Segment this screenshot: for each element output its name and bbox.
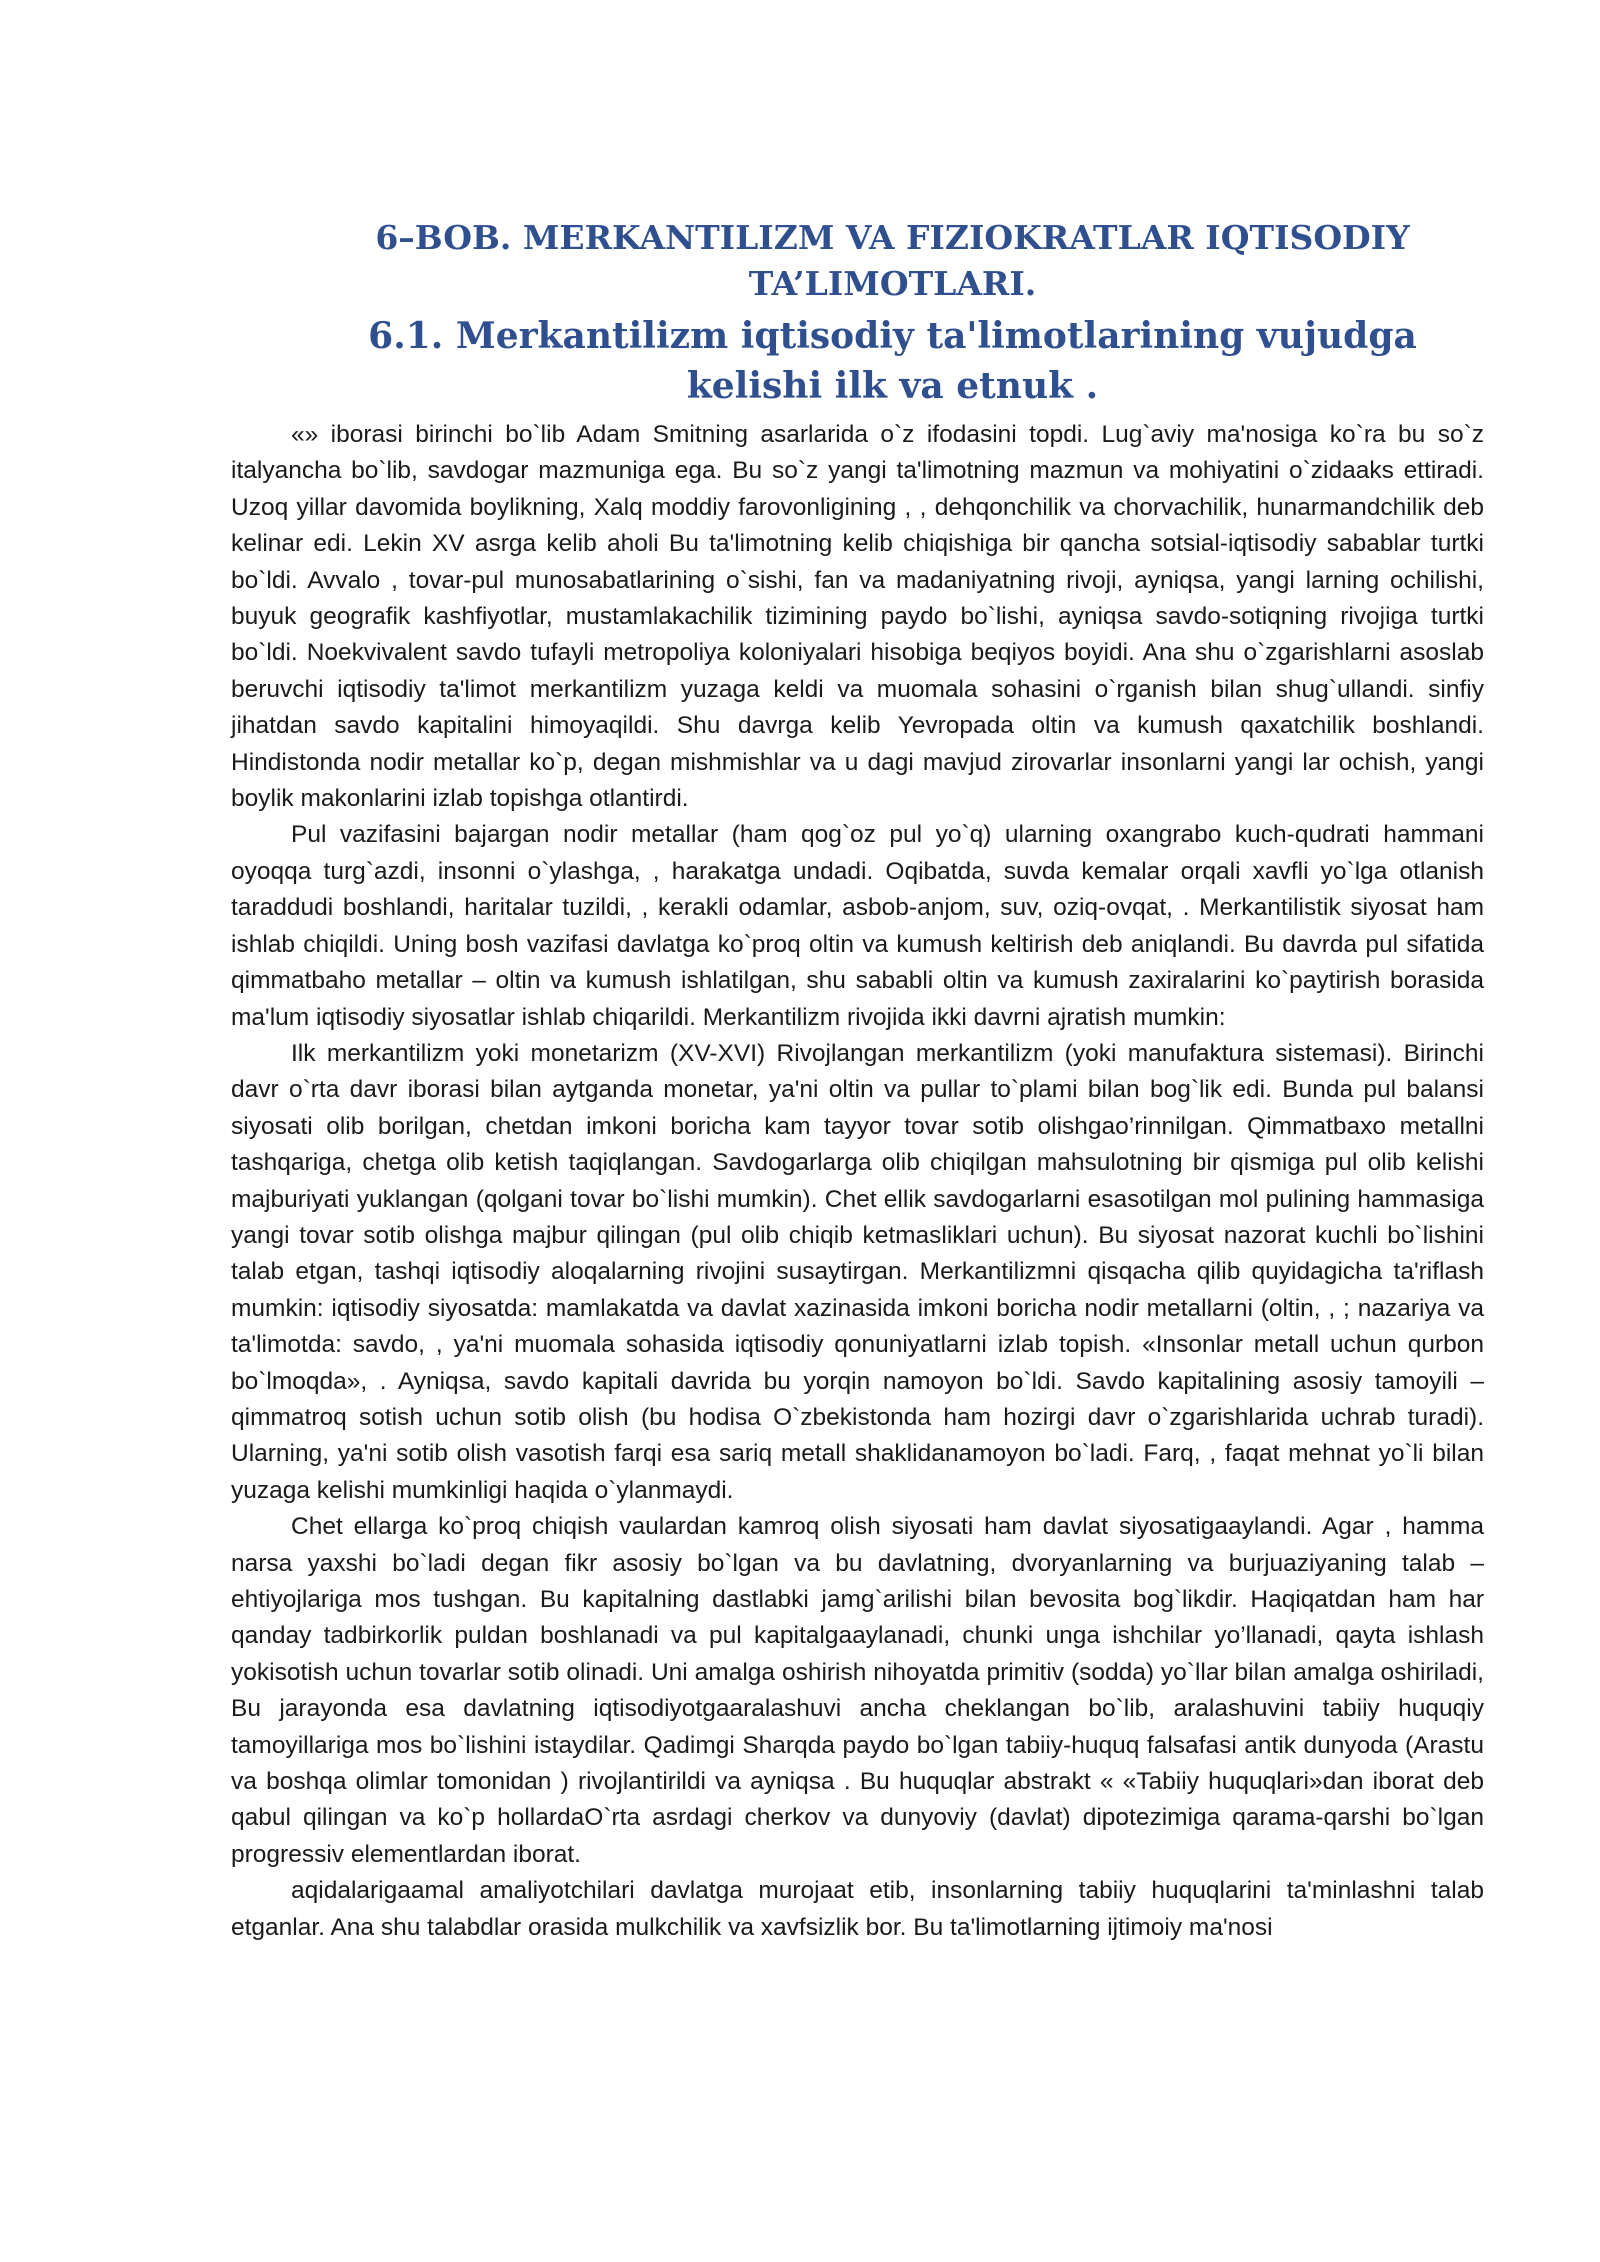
body-text — [231, 417, 1484, 1946]
chapter-title: 6–BOB. MERKANTILIZM VA FIZIOKRATLAR IQTISODIY TA’LIMOTLARI. — [375, 218, 1410, 303]
paragraph: aqidalarigaamal amaliyotchilari davlatga murojaat etib, insonlarning tabiiy huquqlarini ta'minlashni talab etganlar. Ana shu talabdlar orasida mulkchilik va xavfsizlik bor. Bu ta'limotlarning ijtimoiy ma'nosi — [231, 1877, 1484, 1941]
paragraph: Chet ellarga ko`proq chiqish vaulardan kamroq olish siyosati ham davlat siyosatigaaylandi. Agar , hamma narsa yaxshi bo`ladi degan fikr asosiy bo`lgan va bu davlatning, dvoryanlarning va burjuaziyaning talab – ehtiyojlariga mos tushgan. Bu kapitalning dastlabki jamg`arilishi bilan bevosita bog`likdir. Haqiqatdan ham har qanday tadbirkorlik puldan boshlanadi va pul kapitalgaaylanadi, chunki unga ishchilar yo’llanadi, qayta ishlash yokisotish uchun tovarlar sotib olinadi. Uni amalga oshirish nihoyatda primitiv (sodda) yo`llar bilan amalga oshiriladi, Bu jarayonda esa davlatning iqtisodiyotgaaralashuvi ancha cheklangan bo`lib, aralashuvini tabiiy huquqiy tamoyillariga mos bo`lishini istaydilar. Qadimgi Sharqda paydo bo`lgan tabiiy-huquq falsafasi antik dunyoda (Arastu va boshqa olimlar tomonidan ) rivojlantirildi va ayniqsa . Bu huquqlar abstrakt « «Tabiiy huquqlari»dan iborat deb qabul qilingan va ko`p hollardaO`rta asrdagi cherkov va dunyoviy (davlat) dipotezimiga qarama-qarshi bo`lgan progressiv elementlardan iborat. — [231, 1513, 1484, 1868]
paragraph: Ilk merkantilizm yoki monetarizm (XV-XVI) Rivojlangan merkantilizm (yoki manufaktura sistemasi). Birinchi davr o`rta davr iborasi bilan aytganda monetar, ya'ni oltin va pullar to`plami bilan bog`lik edi. Bunda pul balansi siyosati olib borilgan, chetdan imkoni boricha kam tayyor tovar sotib olishgao’rinnilgan. Qimmatbaxo metallni tashqariga, chetga olib ketish taqiqlangan. Savdogarlarga olib chiqilgan mahsulotning bir qismiga pul olib kelishi majburiyati yuklangan (qolgani tovar bo`lishi mumkin). Chet ellik savdogarlarni esasotilgan mol pulining hammasiga yangi tovar sotib olishga majbur qilingan (pul olib chiqib ketmasliklari uchun). Bu siyosat nazorat kuchli bo`lishini talab etgan, tashqi iqtisodiy aloqalarning rivojini susaytirgan. Merkantilizmni qisqacha qilib quyidagicha ta'riflash mumkin: iqtisodiy siyosatda: mamlakatda va davlat xazinasida imkoni boricha nodir metallarni (oltin, , ; nazariya va ta'limotda: savdo, , ya'ni muomala sohasida iqtisodiy qonuniyatlarni izlab topish. «Insonlar metall uchun qurbon bo`lmoqda», . Ayniqsa, savdo kapitali davrida bu yorqin namoyon bo`ldi. Savdo kapitalining asosiy tamoyili – qimmatroq sotish uchun sotib olish (bu hodisa O`zbekistonda ham hozirgi davr o`zgarishlarida uchrab turadi). Ularning, ya'ni sotib olish vasotish farqi esa sariq metall shaklidanamoyon bo`ladi. Farq, , faqat mehnat yo`li bilan yuzaga kelishi mumkinligi haqida o`ylanmaydi. — [231, 1039, 1484, 1504]
paragraph: «» iborasi birinchi bo`lib Adam Smitning asarlarida o`z ifodasini topdi. Lug`aviy ma'nosiga ko`ra bu so`z italyancha bo`lib, savdogar mazmuniga ega. Bu so`z yangi ta'limotning mazmun va mohiyatini o`zidaaks ettiradi. Uzoq yillar davomida boylikning, Xalq moddiy farovonligining , , dehqonchilik va chorvachilik, hunarmandchilik deb kelinar edi. Lekin XV asrga kelib aholi Bu ta'limotning kelib chiqishiga bir qancha sotsial-iqtisodiy sabablar turtki bo`ldi. Avvalo , tovar-pul munosabatlarining o`sishi, fan va madaniyatning rivoji, ayniqsa, yangi larning ochilishi, buyuk geografik kashfiyotlar, mustamlakachilik tizimining paydo bo`lishi, ayniqsa savdo-sotiqning rivojiga turtki bo`ldi. Noekvivalent savdo tufayli metropoliya koloniyalari hisobiga beqiyos boyidi. Ana shu o`zgarishlarni asoslab beruvchi iqtisodiy ta'limot merkantilizm yuzaga keldi va muomala sohasini o`rganish bilan shug`ullandi. sinfiy jihatdan savdo kapitalini himoyaqildi. Shu davrga kelib Yevropada oltin va kumush qaxatchilik boshlandi. Hindistonda nodir metallar ko`p, degan mishmishlar va u dagi mavjud zirovarlar insonlarni yangi lar ochish, yangi boylik makonlarini izlab topishga otlantirdi. — [231, 421, 1484, 813]
section-title: 6.1. Merkantilizm iqtisodiy ta'limotlarining vujudga kelishi ilk va etnuk . — [368, 315, 1417, 407]
paragraph: Pul vazifasini bajargan nodir metallar (ham qog`oz pul yo`q) ularning oxangrabo kuch-qudrati hammani oyoqqa turg`azdi, insonni o`ylashga, , harakatga undadi. Oqibatda, suvda kemalar orqali xavfli yo`lga otlanish taraddudi boshlandi, haritalar tuzildi, , kerakli odamlar, asbob-anjom, suv, oziq-ovqat, . Merkantilistik siyosat ham ishlab chiqildi. Uning bosh vazifasi davlatga ko`proq oltin va kumush keltirish deb aniqlandi. Bu davrda pul sifatida qimmatbaho metallar – oltin va kumush ishlatilgan, shu sababli oltin va kumush zaxiralarini ko`paytirish borasida ma'lum iqtisodiy siyosatlar ishlab chiqarildi. Merkantilizm rivojida ikki davrni ajratish mumkin: — [231, 821, 1484, 1031]
document-page — [231, 215, 1484, 1946]
